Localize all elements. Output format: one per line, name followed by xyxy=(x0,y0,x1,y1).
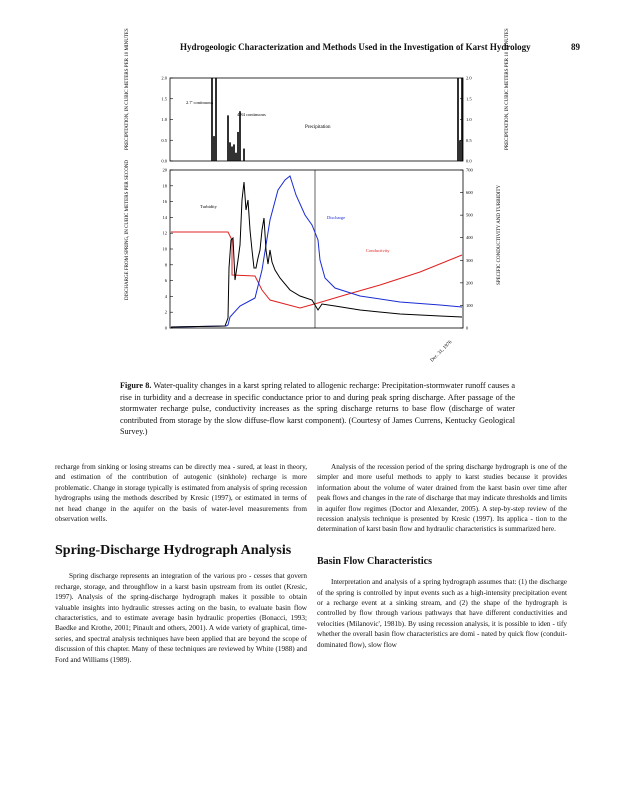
main-right-tick-label: 0 xyxy=(466,325,469,331)
figure-caption xyxy=(120,380,515,438)
main-left-tick-label: 12 xyxy=(162,230,167,236)
section-heading-spring-discharge: Spring-Discharge Hydrograph Analysis xyxy=(55,543,292,559)
precip-left-tick-label: 0.0 xyxy=(161,158,167,164)
right-column xyxy=(317,462,567,650)
main-left-tick-label: 8 xyxy=(164,262,167,268)
precip-bar xyxy=(239,111,241,161)
precip-right-tick-label: 2.0 xyxy=(466,75,472,81)
main-left-tick-label: 6 xyxy=(164,278,167,284)
page-number: 89 xyxy=(571,42,580,52)
main-right-tick-label: 200 xyxy=(466,280,473,286)
precip-bar xyxy=(215,78,217,161)
main-ylabel-right: SPECIFIC CONDUCTIVITY AND TURBIDITY xyxy=(497,184,502,285)
main-left-tick-label: 18 xyxy=(162,183,167,189)
legend-turbidity: Turbidity xyxy=(200,204,217,209)
annotation-1: 2.7' continuous xyxy=(186,100,214,105)
left-column xyxy=(55,462,307,665)
main-left-tick-label: 2 xyxy=(164,309,167,315)
main-yaxis-right xyxy=(460,168,474,331)
precip-right-tick-label: 1.5 xyxy=(466,96,472,102)
caption-text: Water-quality changes in a karst spring related to allogenic recharge: Precipitation-stormwater runoff causes a rise in turbidity and a decrease in specific conductance prior to and during peak spring discharge. After passage of the stormwater recharge pulse, conductivity increases as the spring discharge returns to base flow (discharge of water contributed from storage by the slow diffuse-flow karst component). (Courtesy of James Currens, Kentucky Geological Survey.) xyxy=(120,381,516,436)
main-plot-frame xyxy=(170,170,463,328)
right-para-2: Interpretation and analysis of a spring hydrograph assumes that: (1) the discharge of the spring is controlled by input events such as a high-intensity precipitation event or a recharge event at a sinking stream, and (2) the shape of the hydrograph is controlled by flow through various pathways that have different conductivities and velocities (Milanovic', 1981b). By using recession analysis, it is possible to iden - tify whether the overall basin flow characteristics are domi - nated by quick flow (conduit-dominated flow), slow flow xyxy=(317,578,567,649)
main-left-tick-label: 16 xyxy=(162,199,167,205)
caption-label: Figure 8. xyxy=(120,381,152,390)
precip-ylabel-right: PRECIPITATION, IN CUBIC METERS PER 10 MINUTES xyxy=(505,28,510,150)
precip-yaxis-left xyxy=(161,76,173,164)
precip-left-tick-label: 0.5 xyxy=(161,137,167,143)
precip-right-tick-label: 0.0 xyxy=(466,158,472,164)
main-left-tick-label: 4 xyxy=(164,293,167,299)
main-left-tick-label: 0 xyxy=(164,325,167,331)
precip-bar xyxy=(243,149,245,161)
precip-bar xyxy=(213,136,215,161)
running-head-title: Hydrogeologic Characterization and Methods Used in the Investigation of Karst Hydrology xyxy=(180,42,531,52)
right-para-1: Analysis of the recession period of the spring discharge hydrograph is one of the simpler and more useful methods to apply to karst studies because it provides information about the volume of water drained from the karst basin over time after peak flows and changes in the rate of discharge that may indicate thresholds and limits in aquifer flow regimes (Doctor and Alexander, 2005). A step-by-step review of the recession analysis technique is presented by Kresic (1997). Its applica - tion to the determination of karst basin flow and hydraulic characteristics is summarized here. xyxy=(317,463,567,534)
precip-ylabel-left: PRECIPITATION, IN CUBIC METERS PER 10 MINUTES xyxy=(125,28,130,150)
precip-bar xyxy=(461,78,463,161)
left-para-1: recharge from sinking or losing streams can be directly mea - sured, at least in theory, and estimation of the contribution of autogenic (sinkhole) recharge is more problematic. Change in storage typically is estimated from analysis of spring recession hydrographs using the methods described by Kresic (1997), or estimated in terms of net head change in the aquifer on the basis of water-level measurements from observation wells. xyxy=(55,463,307,524)
legend-discharge: Discharge xyxy=(327,215,346,220)
left-para-2: Spring discharge represents an integration of the various pro - cesses that govern recharge, storage, and throughflow in a karst basin upstream from its outlet (Kresic, 1997). Analysis of the spring-discharge hydrograph makes it possible to obtain valuable insights into hydraulic stresses acting on the basin, to evaluate basin flow characteristics, and to estimate average basin hydraulic properties (Bonacci, 1993; Baedke and Krothe, 2001; Pinault and others, 2001). A wide variety of graphical, time-series, and spectral analysis techniques have been applied that are beyond the scope of discussion of this chapter. Many of these techniques are reviewed by White (1988) and Ford and Williams (1989). xyxy=(55,572,307,664)
precip-left-tick-label: 1.0 xyxy=(161,117,167,122)
main-left-tick-label: 20 xyxy=(162,167,167,173)
main-left-tick-label: 10 xyxy=(162,246,167,252)
precip-bar xyxy=(459,140,461,161)
main-right-tick-label: 100 xyxy=(466,302,473,308)
annotation-2: 4.84 continuous xyxy=(237,112,266,117)
precip-right-tick-label: 0.5 xyxy=(466,137,472,143)
main-right-tick-label: 400 xyxy=(466,235,473,241)
precip-left-tick-label: 2.0 xyxy=(161,75,167,81)
main-right-tick-label: 600 xyxy=(466,190,473,196)
precip-bar xyxy=(211,78,213,161)
main-right-tick-label: 700 xyxy=(466,167,473,173)
figure-8-chart xyxy=(0,0,618,380)
main-right-tick-label: 300 xyxy=(466,257,473,263)
series-discharge-line xyxy=(171,176,462,327)
precip-bar xyxy=(231,146,233,161)
precip-bar xyxy=(237,132,239,161)
precip-left-tick-label: 1.5 xyxy=(161,96,167,102)
precip-bar xyxy=(227,115,229,161)
precip-bar xyxy=(235,153,237,161)
main-ylabel-left: DISCHARGE FROM SPRING, IN CUBIC METERS PER SECOND xyxy=(125,159,130,300)
precip-bar xyxy=(229,142,231,161)
series-conductivity-line xyxy=(171,232,462,308)
x-date-label: Dec. 31, 1976 xyxy=(429,340,454,364)
main-yaxis-left xyxy=(163,168,174,331)
main-left-tick-label: 14 xyxy=(162,214,167,220)
annotation-precipitation: Precipitation xyxy=(305,125,331,130)
main-right-tick-label: 500 xyxy=(466,212,473,218)
precip-bar xyxy=(233,144,235,161)
legend-conductivity: Conductivity xyxy=(366,248,390,253)
precip-bar xyxy=(457,78,459,161)
precip-bars xyxy=(211,78,463,161)
section-heading-basin-flow: Basin Flow Characteristics xyxy=(317,555,432,567)
precip-right-tick-label: 1.0 xyxy=(466,117,472,122)
